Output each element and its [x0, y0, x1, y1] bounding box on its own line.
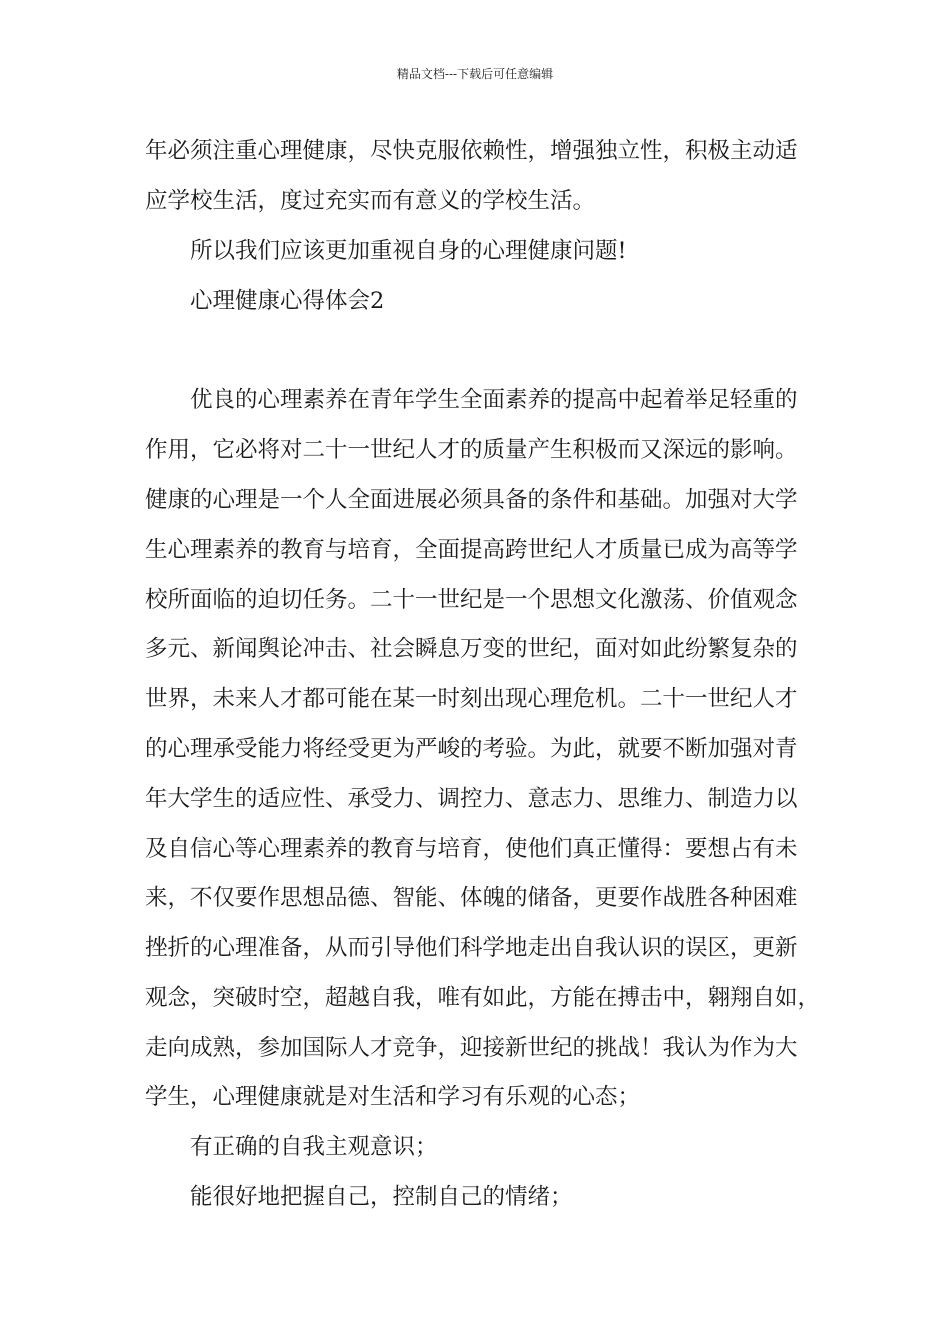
body-line-3: 所以我们应该更加重视自身的心理健康问题!	[190, 238, 627, 264]
body-line-9: 校所面临的迫切任务。二十一世纪是一个思想文化激荡、价值观念	[145, 587, 798, 613]
body-line-16: 挫折的心理准备，从而引导他们科学地走出自我认识的误区，更新	[145, 935, 798, 961]
body-line-6: 作用，它必将对二十一世纪人才的质量产生积极而又深远的影响。	[145, 437, 798, 463]
body-line-12: 的心理承受能力将经受更为严峻的考验。为此，就要不断加强对青	[145, 736, 798, 762]
body-line-14: 及自信心等心理素养的教育与培育，使他们真正懂得：要想占有未	[145, 836, 798, 862]
body-line-13: 年大学生的适应性、承受力、调控力、意志力、思维力、制造力以	[145, 786, 798, 812]
body-line-11: 世界，未来人才都可能在某一时刻出现心理危机。二十一世纪人才	[145, 686, 798, 712]
body-line-19: 学生，心理健康就是对生活和学习有乐观的心态；	[145, 1084, 641, 1110]
body-line-7: 健康的心理是一个人全面进展必须具备的条件和基础。加强对大学	[145, 487, 798, 513]
body-line-1: 年必须注重心理健康，尽快克服依赖性，增强独立性，积极主动适	[145, 138, 798, 164]
body-line-10: 多元、新闻舆论冲击、社会瞬息万变的世纪，面对如此纷繁复杂的	[145, 636, 798, 662]
body-line-5: 优良的心理素养在青年学生全面素养的提高中起着举足轻重的	[190, 387, 798, 413]
page-header: 精品文档---下载后可任意编辑	[396, 67, 554, 81]
body-line-21: 能很好地把握自己，控制自己的情绪；	[190, 1184, 573, 1210]
body-line-2: 应学校生活，度过充实而有意义的学校生活。	[145, 188, 596, 214]
body-line-20: 有正确的自我主观意识；	[190, 1134, 438, 1160]
section-heading: 心理健康心得体会2	[190, 288, 385, 314]
body-line-8: 生心理素养的教育与培育，全面提高跨世纪人才质量已成为高等学	[145, 537, 798, 563]
body-line-15: 来，不仅要作思想品德、智能、体魄的储备，更要作战胜各种困难	[145, 885, 798, 911]
body-line-18: 走向成熟，参加国际人才竞争，迎接新世纪的挑战！我认为作为大	[145, 1035, 798, 1061]
body-line-17: 观念，突破时空，超越自我，唯有如此，方能在搏击中，翱翔自如，	[145, 985, 821, 1011]
